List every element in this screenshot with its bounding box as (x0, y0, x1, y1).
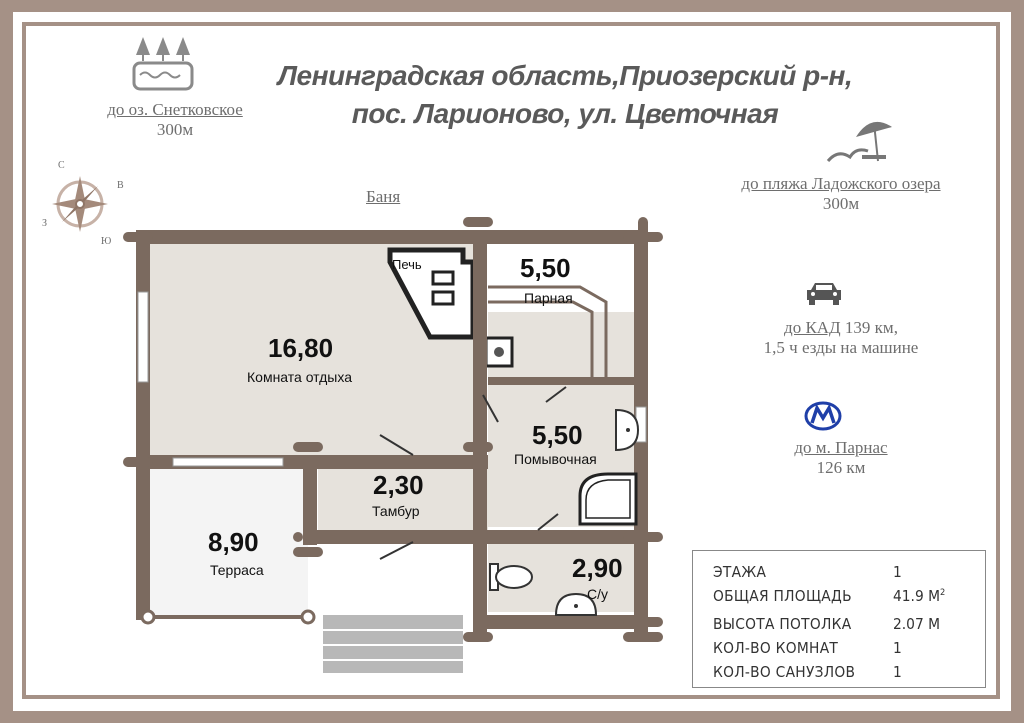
window-left (138, 292, 148, 382)
stat-rooms-label: КОЛ-ВО КОМНАТ (713, 639, 839, 657)
compass-north: С (58, 160, 65, 171)
stat-floors-label: ЭТАЖА (713, 563, 767, 581)
terrace-area: 8,90 (208, 527, 259, 557)
metro-info (696, 438, 986, 478)
lake-label: до оз. Снетковское (107, 100, 243, 119)
metro-distance: 126 км (816, 458, 866, 477)
kad-info (696, 318, 986, 358)
terrace-steps (323, 615, 463, 673)
beach-distance: 300м (822, 194, 860, 213)
stat-rooms-value: 1 (893, 639, 902, 657)
vestibule-name: Тамбур (372, 503, 420, 519)
wash-sink (616, 410, 638, 450)
vestibule-area: 2,30 (373, 470, 424, 500)
toilet (490, 564, 532, 590)
shower-cabin (580, 474, 636, 524)
compass-south: Ю (101, 236, 112, 247)
stat-height-value: 2.07 М (893, 615, 941, 633)
address-line-2: пос. Ларионово, ул. Цветочная (351, 98, 779, 129)
building-label: Баня (366, 187, 401, 206)
stat-bathrooms-label: КОЛ-ВО САНУЗЛОВ (713, 663, 856, 681)
wash-room-area: 5,50 (532, 420, 583, 450)
rest-room-area: 16,80 (268, 333, 334, 363)
stat-area-label: ОБЩАЯ ПЛОЩАДЬ (713, 587, 852, 605)
address-line-1: Ленинградская область,Приозерский р-н, (277, 60, 853, 91)
stat-bathrooms-value: 1 (893, 663, 902, 681)
stove-label: Печь (392, 257, 422, 272)
steam-room-name: Парная (524, 290, 573, 306)
car-icon (805, 280, 843, 306)
stats-table (692, 550, 986, 688)
bathroom-area: 2,90 (572, 553, 623, 583)
kad-label: до КАД (784, 318, 841, 337)
bathroom-name: С/у (587, 586, 608, 602)
terrace-name: Терраса (210, 562, 264, 578)
kad-distance: 139 км, (840, 318, 898, 337)
beach-info (696, 174, 986, 214)
kad-time: 1,5 ч езды на машине (763, 338, 919, 357)
wash-room-name: Помывочная (514, 451, 597, 467)
stat-height-label: ВЫСОТА ПОТОЛКА (713, 615, 852, 633)
compass-west: З (42, 218, 48, 229)
compass-east: В (117, 180, 124, 191)
stat-floors-value: 1 (893, 563, 902, 581)
lake-info (70, 100, 280, 140)
lake-trees-icon (130, 35, 196, 93)
steam-room-area: 5,50 (520, 253, 571, 283)
rest-room-name: Комната отдыха (247, 369, 352, 385)
beach-umbrella-icon (826, 115, 896, 165)
metro-icon (803, 401, 843, 431)
floor-plan (118, 212, 668, 678)
lake-distance: 300м (156, 120, 194, 139)
compass-rose-icon (38, 160, 128, 248)
stat-area-value: 41.9 $М^2$ (893, 587, 946, 605)
metro-label: до м. Парнас (794, 438, 888, 457)
beach-label: до пляжа Ладожского озера (741, 174, 941, 193)
window-terrace (173, 458, 283, 466)
